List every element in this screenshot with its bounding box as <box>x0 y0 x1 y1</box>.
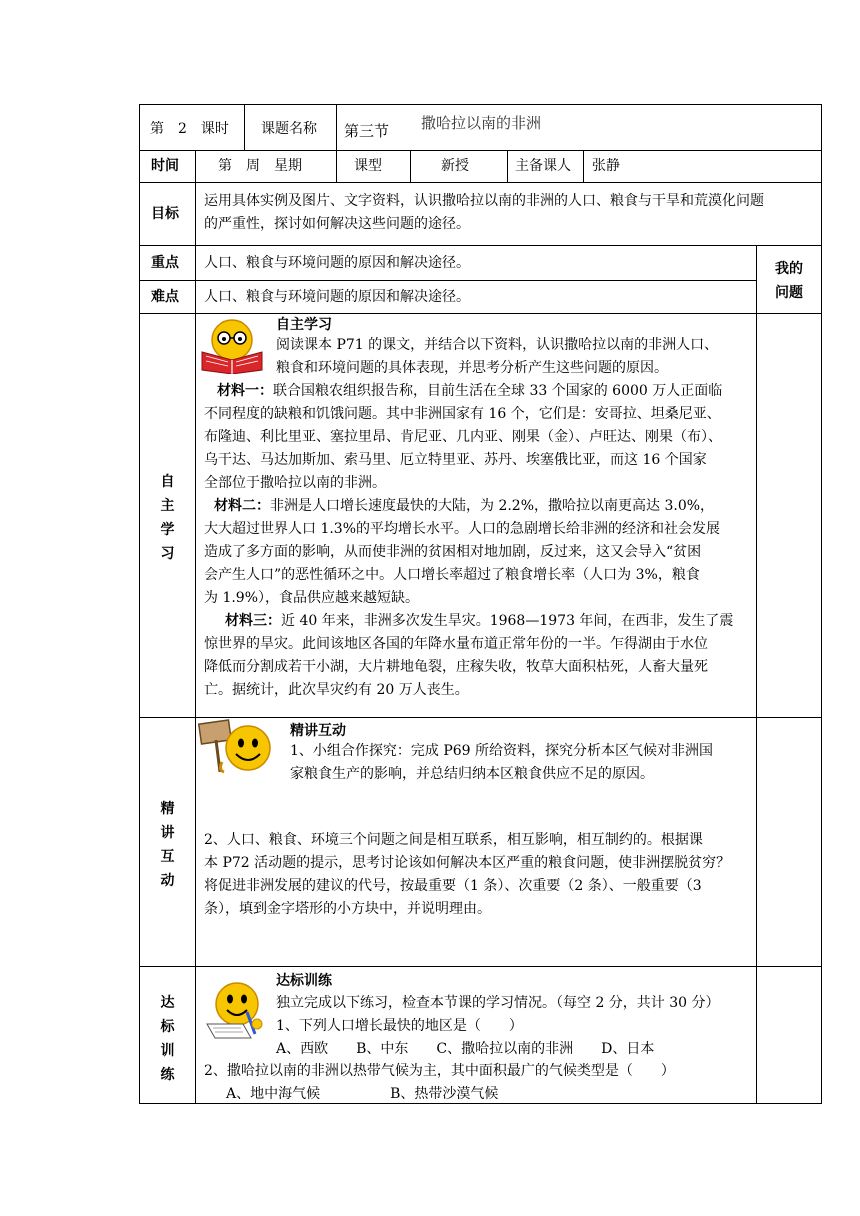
goal-line: 的严重性，探讨如何解决这些问题的途径。 <box>204 216 470 232</box>
material-1-line: 不同程度的缺粮和饥饿问题。其中非洲国家有 16 个，它们是：安哥拉、坦桑尼亚、 <box>204 406 721 422</box>
material-2-line: 会产生人口”的恶性循环之中。人口增长率超过了粮食增长率（人口为 3%，粮食 <box>204 567 700 583</box>
side-char: 自 <box>160 474 175 490</box>
goal-text <box>204 190 764 236</box>
interaction-side-label <box>140 797 195 893</box>
item-2-line: 条），填到金字塔形的小方块中，并说明理由。 <box>204 901 491 917</box>
difficult-point-label: 难点 <box>151 289 179 305</box>
topic-label: 课题名称 <box>261 121 317 137</box>
item-1-line: 1、小组合作探究：完成 P69 所给资料，探究分析本区气候对非洲国 <box>290 743 714 759</box>
side-char: 互 <box>160 849 175 865</box>
side-char: 讲 <box>160 825 175 841</box>
section-title: 撒哈拉以南的非洲 <box>421 114 542 132</box>
material-1 <box>204 380 722 495</box>
item-2-line: 将促进非洲发展的建议的代号，按最重要（1 条）、次重要（2 条）、一般重要（3 <box>204 878 702 894</box>
sign-smiley-icon <box>198 718 278 776</box>
reading-smiley-icon <box>198 316 266 374</box>
side-char: 学 <box>160 522 175 538</box>
my-questions-label-line1: 我的 <box>775 261 803 277</box>
material-2-line: 非洲是人口增长速度最快的大陆，为 2.2%，撒哈拉以南更高达 3.0%， <box>270 498 715 514</box>
practice-side-label <box>140 991 195 1087</box>
material-2 <box>204 495 720 610</box>
difficult-point-text: 人口、粮食与环境问题的原因和解决途径。 <box>204 289 470 305</box>
self-study-title: 自主学习 <box>276 317 332 333</box>
my-questions-label-line2: 问题 <box>775 285 803 301</box>
item-1-line: 家粮食生产的影响，并总结归纳本区粮食供应不足的原因。 <box>290 766 654 782</box>
question-2-options: A、地中海气候 B、热带沙漠气候 <box>226 1086 499 1102</box>
side-char: 达 <box>160 995 175 1011</box>
material-1-label: 材料一： <box>217 383 273 399</box>
side-char: 练 <box>160 1067 175 1083</box>
question-1: 1、下列人口增长最快的地区是（ ） <box>276 1018 523 1034</box>
interaction-title: 精讲互动 <box>290 723 346 739</box>
section-label: 第三节 <box>344 122 390 140</box>
material-3-line: 近 40 年来，非洲多次发生旱灾。1968—1973 年间，在西非，发生了震 <box>281 613 734 629</box>
question-2: 2、撒哈拉以南的非洲以热带气候为主，其中面积最广的气候类型是（ ） <box>204 1063 675 1079</box>
writing-smiley-icon <box>203 980 269 1042</box>
side-char: 精 <box>160 801 175 817</box>
question-1-options: A、西欧 B、中东 C、撒哈拉以南的非洲 D、日本 <box>276 1041 655 1057</box>
item-2-line: 本 P72 活动题的提示，思考讨论该如何解决本区严重的粮食问题，使非洲摆脱贫穷？ <box>204 855 731 871</box>
goal-label: 目标 <box>151 206 179 222</box>
side-char: 训 <box>160 1043 175 1059</box>
preparer-label: 主备课人 <box>515 158 571 174</box>
self-study-side-label <box>140 470 195 566</box>
material-1-line: 乌干达、马达加斯加、索马里、厄立特里亚、苏丹、埃塞俄比亚，而这 16 个国家 <box>204 452 707 468</box>
time-label: 时间 <box>151 158 179 174</box>
material-3-label: 材料三： <box>225 613 281 629</box>
side-char: 动 <box>160 873 175 889</box>
key-point-text: 人口、粮食与环境问题的原因和解决途径。 <box>204 255 470 271</box>
material-1-line: 布隆迪、利比里亚、塞拉里昂、肯尼亚、几内亚、刚果（金）、卢旺达、刚果（布）、 <box>204 429 722 445</box>
goal-line: 运用具体实例及图片、文字资料，认识撒哈拉以南的非洲的人口、粮食与干旱和荒漠化问题 <box>204 193 764 209</box>
material-3-line: 惊世界的旱灾。此间该地区各国的年降水量布道正常年份的一半。乍得湖由于水位 <box>204 636 708 652</box>
self-study-intro <box>276 334 718 380</box>
practice-title: 达标训练 <box>276 973 332 989</box>
material-1-line: 联合国粮农组织报告称，目前生活在全球 33 个国家的 6000 万人正面临 <box>273 383 723 399</box>
side-char: 主 <box>160 498 175 514</box>
material-line <box>204 610 733 633</box>
material-2-label: 材料二： <box>214 498 270 514</box>
material-1-line: 全部位于撒哈拉以南的非洲。 <box>204 475 386 491</box>
intro-line: 粮食和环境问题的具体表现，并思考分析产生这些问题的原因。 <box>276 360 668 376</box>
material-line <box>204 380 722 403</box>
interaction-item-2 <box>204 829 730 921</box>
week-value: 第 周 星期 <box>218 158 302 174</box>
key-point-label: 重点 <box>151 255 179 271</box>
practice-intro: 独立完成以下练习，检查本节课的学习情况。（每空 2 分，共计 30 分） <box>276 995 720 1011</box>
interaction-item-1 <box>290 740 713 786</box>
material-2-line: 为 1.9%），食品供应越来越短缺。 <box>204 590 420 606</box>
side-char: 习 <box>160 546 175 562</box>
material-2-line: 大大超过世界人口 1.3%的平均增长水平。人口的急剧增长给非洲的经济和社会发展 <box>204 521 721 537</box>
item-2-line: 2、人口、粮食、环境三个问题之间是相互联系，相互影响，相互制约的。根据课 <box>204 832 703 848</box>
intro-line: 阅读课本 P71 的课文，并结合以下资料，认识撒哈拉以南的非洲人口、 <box>276 337 719 353</box>
material-3-line: 亡。据统计，此次旱灾约有 20 万人丧生。 <box>204 682 469 698</box>
material-3-line: 降低而分割成若干小湖，大片耕地龟裂，庄稼失收，牧草大面积枯死，人畜大量死 <box>204 659 708 675</box>
lesson-type-value: 新授 <box>441 158 469 174</box>
material-3 <box>204 610 733 702</box>
period-label: 第 2 课时 <box>150 121 229 137</box>
material-line <box>204 495 720 518</box>
preparer-value: 张静 <box>592 158 620 174</box>
side-char: 标 <box>160 1019 175 1035</box>
lesson-type-label: 课型 <box>354 158 382 174</box>
material-2-line: 造成了多方面的影响，从而使非洲的贫困相对地加剧，反过来，这又会导入“贫困 <box>204 544 702 560</box>
